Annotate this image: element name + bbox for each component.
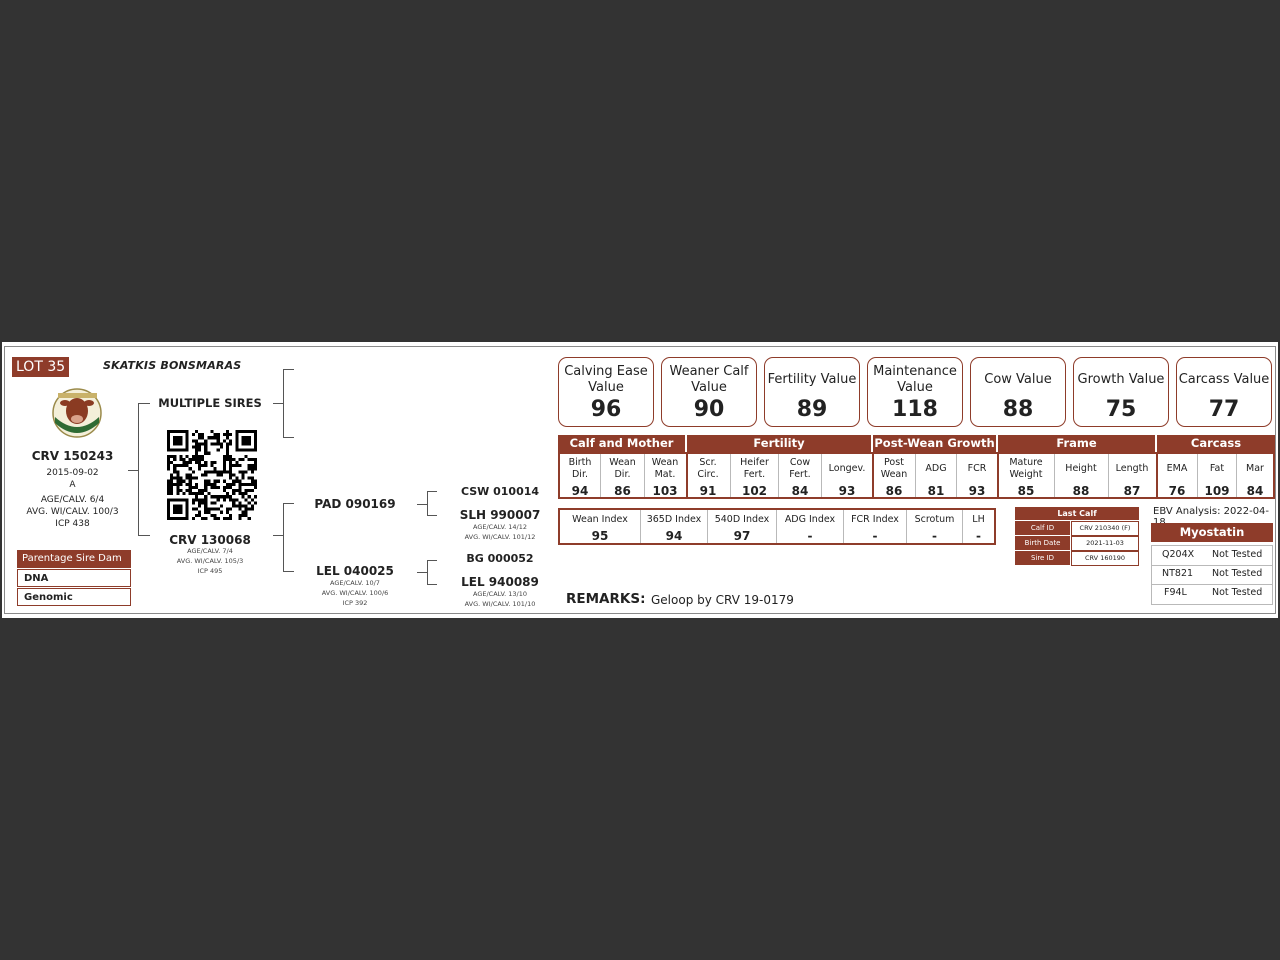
ebv-header: FCR [967,463,987,474]
ebv-header: Post Wean [880,457,908,480]
value-box-fertility [764,357,860,427]
index-header: LH [972,514,985,525]
value-number: 75 [1105,397,1137,422]
index-scrotum [907,512,962,544]
value-box-carcass [1176,357,1272,427]
ebv-value: 84 [1246,484,1264,498]
ds-sire-id: CSW 010014 [460,485,540,498]
ebv-value: 84 [791,484,809,498]
dam-id: CRV 130068 [169,533,251,547]
ebv-header: Length [1115,463,1149,474]
remarks-label: REMARKS: [566,591,646,607]
pedigree-line [273,535,283,536]
dam-icp: ICP 495 [197,567,223,575]
ebv-height [1055,455,1107,499]
parentage-genomic: Genomic [17,588,131,606]
value-number: 88 [1002,397,1034,422]
ebv-heifer-fert [731,455,778,499]
pedigree-line [273,403,283,404]
ds-dam-avg-wi: AVG. WI/CALV. 101/12 [464,533,536,541]
ebv-adg [916,455,956,499]
ebv-value: 81 [927,484,945,498]
dam-sire-id: PAD 090169 [314,497,396,511]
index-value: - [872,529,878,543]
value-number: 118 [892,397,938,422]
myostatin-row [1152,546,1272,566]
ebv-header: Fat [1209,463,1225,474]
ebv-header: ADG [925,463,947,474]
index-fcr [844,512,906,544]
myostatin-marker: F94L [1164,587,1187,598]
dam-dam-age-calv: AGE/CALV. 10/7 [330,579,380,587]
last-calf-key: Calf ID [1015,521,1070,535]
last-calf-key: Sire ID [1015,551,1070,565]
ebv-birth-dir [560,455,600,499]
last-calf-table [1015,521,1139,567]
last-calf-value: 2021-11-03 [1071,536,1139,551]
parentage-header: Parentage Sire Dam [17,550,131,568]
breed-name: SKATKIS BONSMARAS [103,359,242,372]
ebv-post-wean [874,455,914,499]
index-value: - [807,529,813,543]
index-header: 365D Index [646,514,702,525]
index-value: 97 [733,529,751,543]
animal-grade: A [69,480,76,490]
dd-dam-avg-wi: AVG. WI/CALV. 101/10 [464,600,536,608]
animal-icp: ICP 438 [55,519,90,529]
ebv-value: 93 [838,484,856,498]
value-label: Maintenance Value [873,364,957,395]
lot-card-border [4,346,1276,614]
dd-sire-id: BG 000052 [466,552,534,565]
index-value: - [932,529,937,543]
ebv-header: Heifer Fert. [740,457,769,480]
pedigree-line [427,491,428,515]
animal-dob: 2015-09-02 [46,468,99,478]
dam-dam-avg-wi: AVG. WI/CALV. 100/6 [321,589,389,597]
ebv-value: 85 [1017,484,1035,498]
ebv-header: Wean Mat. [651,457,679,480]
pedigree-line [283,503,284,571]
pedigree-line [283,369,284,437]
group-calf-mother: Calf and Mother [558,435,685,452]
pedigree-line [138,535,150,536]
ebv-value: 93 [968,484,986,498]
pedigree-line [427,515,437,516]
dam-dam-id: LEL 040025 [316,564,394,578]
ebv-value: 94 [571,484,589,498]
index-header: Scrotum [914,514,955,525]
ebv-grid [558,452,1275,499]
index-540d [708,512,776,544]
index-header: ADG Index [784,514,836,525]
pedigree-line [283,437,294,438]
value-label: Growth Value [1077,372,1165,387]
pedigree-line [417,572,427,573]
ebv-value: 102 [741,484,768,498]
value-box-weaner-calf [661,357,757,427]
value-number: 96 [590,397,622,422]
value-label: Carcass Value [1178,372,1270,387]
ebv-header: Mar [1246,463,1264,474]
myostatin-status: Not Tested [1212,549,1263,560]
group-carcass: Carcass [1157,435,1275,452]
index-value: 94 [665,529,683,543]
pedigree-line [128,470,138,471]
group-frame: Frame [998,435,1155,452]
ds-dam-id: SLH 990007 [459,508,541,522]
index-value: 95 [591,529,609,543]
value-box-calving-ease [558,357,654,427]
ebv-wean-dir [601,455,644,499]
index-header: FCR Index [851,514,899,525]
parentage-dna: DNA [17,569,131,587]
value-number: 90 [693,397,725,422]
ebv-ema [1158,455,1196,499]
ebv-value: 87 [1123,484,1141,498]
last-calf-value: CRV 160190 [1071,551,1139,566]
pedigree-line [283,503,294,504]
ebv-mar [1237,455,1273,499]
index-grid [558,508,996,545]
ebv-value: 88 [1072,484,1090,498]
sire-id: MULTIPLE SIRES [158,396,262,410]
myostatin-status: Not Tested [1212,568,1263,579]
group-fertility: Fertility [687,435,871,452]
ebv-header: Scr. Circ. [697,457,719,480]
stud-logo [50,387,105,439]
ebv-header: Cow Fert. [789,457,811,480]
group-post-wean: Post-Wean Growth [874,436,995,450]
dam-avg-wi: AVG. WI/CALV. 105/3 [176,557,244,565]
last-calf-title: Last Calf [1015,507,1139,520]
qr-code[interactable] [167,430,257,520]
dd-dam-id: LEL 940089 [461,575,539,589]
animal-id: CRV 150243 [31,449,114,463]
myostatin-marker: Q204X [1162,549,1195,560]
ebv-header: Longev. [828,463,866,474]
ebv-fat [1198,455,1236,499]
ebv-header: EMA [1166,463,1188,474]
ebv-wean-mat [645,455,685,499]
ebv-mature-weight [1000,455,1052,499]
lot-card [2,342,1278,618]
ebv-length [1109,455,1155,499]
ebv-value: 91 [699,484,717,498]
ebv-scr-circ [688,455,728,499]
ebv-cow-fert [779,455,821,499]
value-label: Fertility Value [767,372,857,387]
dam-dam-icp: ICP 392 [342,599,368,607]
group-divider [997,454,999,497]
myostatin-marker: NT821 [1162,568,1194,579]
last-calf-key: Birth Date [1015,536,1070,550]
pedigree-line [283,369,294,370]
myostatin-status: Not Tested [1212,587,1263,598]
index-wean [560,512,640,544]
ebv-analysis-date: EBV Analysis: 2022-04- [1153,506,1270,517]
animal-avg-wi: AVG. WI/CALV. 100/3 [26,507,119,517]
animal-age-calv: AGE/CALV. 6/4 [40,495,105,505]
ebv-value: 86 [885,484,903,498]
remarks-value: Geloop by CRV 19-0179 [651,593,794,607]
dam-age-calv: AGE/CALV. 7/4 [187,547,233,555]
ebv-value: 109 [1204,484,1230,498]
pedigree-line [417,504,427,505]
ebv-value: 86 [614,484,631,498]
index-header: Wean Index [572,514,628,525]
last-calf-value: CRV 210340 (F) [1071,521,1139,536]
value-number: 77 [1208,397,1240,422]
index-365d [641,512,707,544]
myostatin-table [1151,545,1273,605]
ebv-fcr [957,455,997,499]
myostatin-title: Myostatin [1151,523,1273,542]
pedigree-line [427,560,437,561]
lot-number: LOT 35 [12,357,69,377]
value-box-cow [970,357,1066,427]
dd-dam-age-calv: AGE/CALV. 13/10 [472,590,528,598]
ebv-value: 76 [1168,484,1186,498]
pedigree-line [427,491,437,492]
ebv-header: Birth Dir. [568,457,592,480]
ebv-longev [822,455,872,499]
value-number: 89 [796,397,828,422]
pedigree-line [138,403,150,404]
myostatin-row [1152,584,1272,603]
value-box-maintenance [867,357,963,427]
value-label: Weaner Calf Value [669,364,749,395]
ebv-header: Wean Dir. [609,457,636,480]
pedigree-line [283,571,294,572]
ds-dam-age-calv: AGE/CALV. 14/12 [472,523,528,531]
value-label: Calving Ease Value [564,364,648,395]
pedigree-line [138,403,139,535]
ebv-header: Mature Weight [1009,457,1043,480]
index-lh [963,512,994,544]
ebv-header: Height [1065,463,1097,474]
index-header: 540D Index [714,514,770,525]
pedigree-line [427,560,428,584]
ebv-value: 103 [652,484,678,498]
index-adg [777,512,843,544]
value-label: Cow Value [984,372,1052,387]
myostatin-row [1152,565,1272,585]
value-box-growth [1073,357,1169,427]
pedigree-line [427,584,437,585]
index-value: - [976,529,981,543]
